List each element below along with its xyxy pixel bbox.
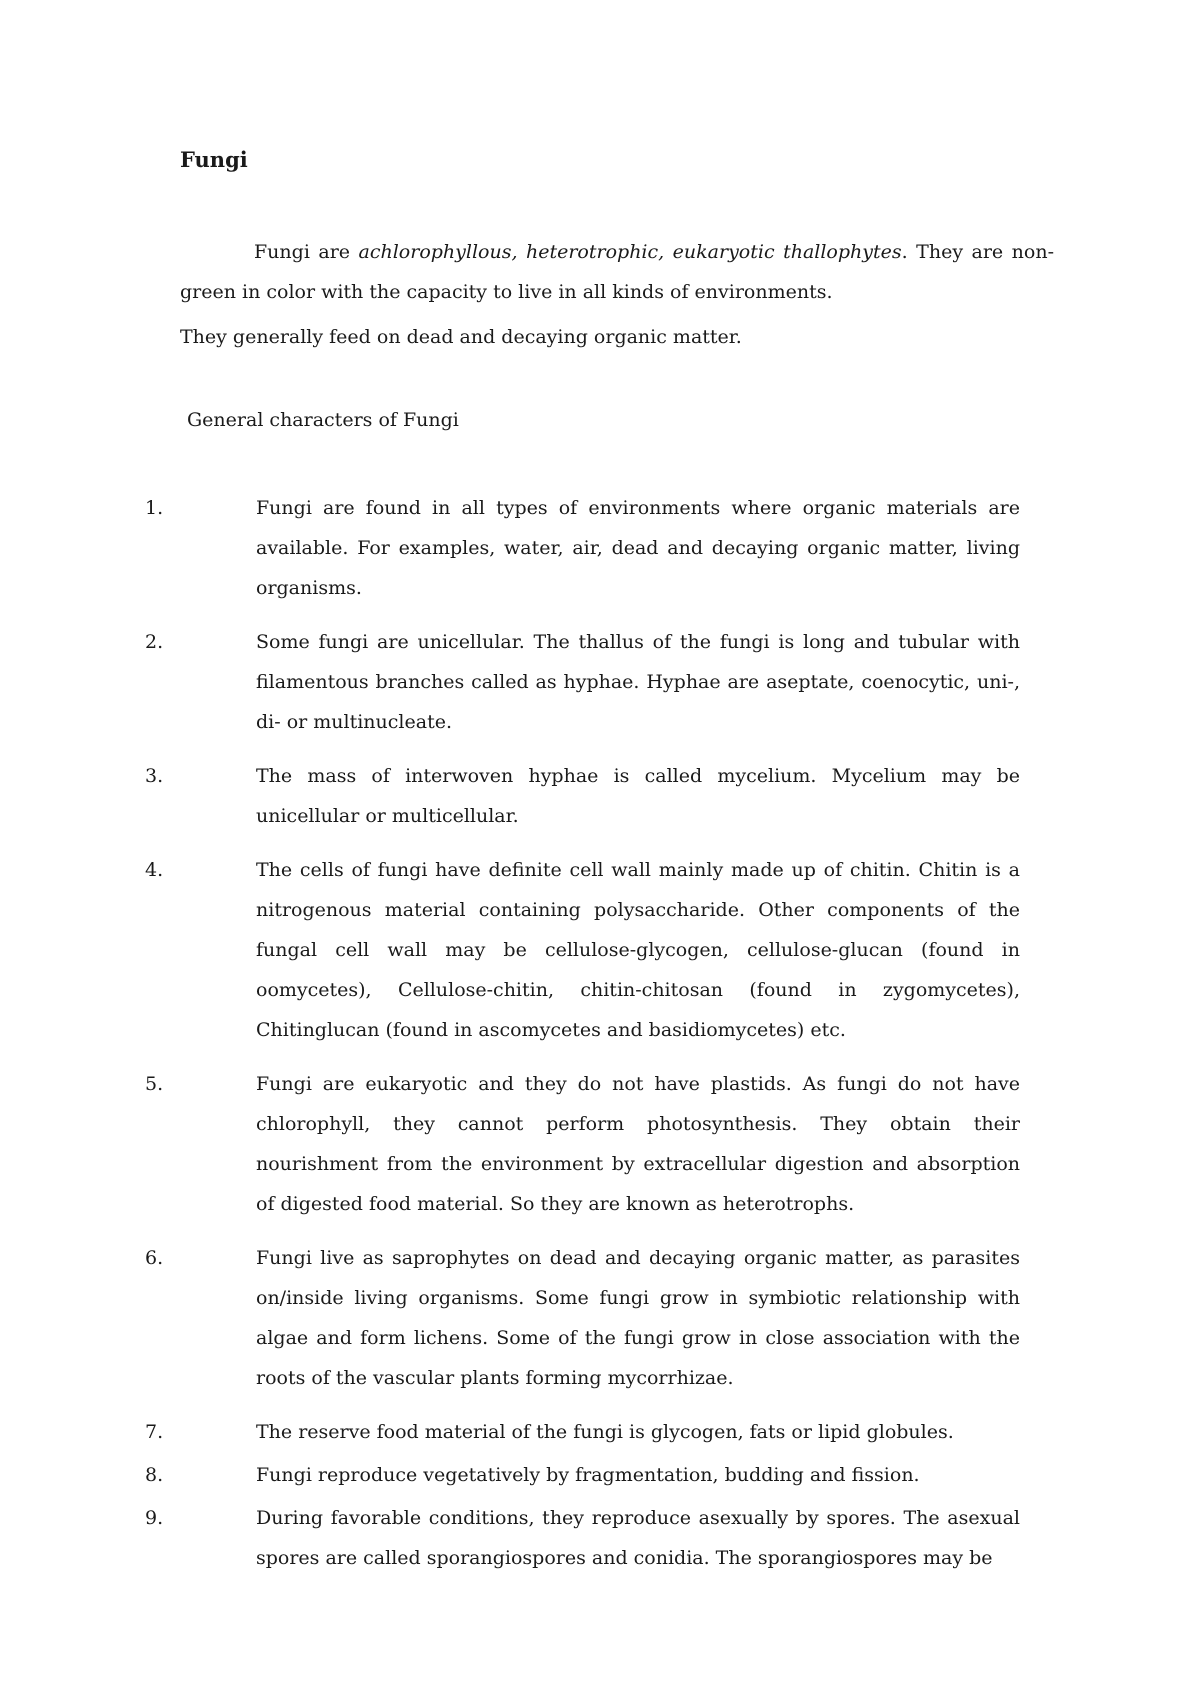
list-item-text: Fungi live as saprophytes on dead and decaying organic matter, as parasites on/inside living organisms. Some fungi grow in symbiotic relationship with algae and form lichens. Some of the fungi grow in close association with the roots of the vascular plants forming mycorrhizae. bbox=[256, 1247, 1020, 1389]
list-item-text: Fungi are eukaryotic and they do not have plastids. As fungi do not have chlorophyll, they cannot perform photosynthesis. They obtain their nourishment from the environment by extracellular digestion and absorption of digested food material. So they are known as heterotrophs. bbox=[256, 1073, 1020, 1215]
list-item bbox=[0, 1238, 1200, 1398]
intro-paragraph-2: They generally feed on dead and decaying organic matter. bbox=[180, 326, 742, 348]
list-item-number: 5. bbox=[145, 1073, 164, 1095]
list-item bbox=[0, 1455, 1200, 1495]
section-heading: General characters of Fungi bbox=[187, 409, 459, 431]
list-item bbox=[0, 1412, 1200, 1452]
intro-prefix: Fungi are bbox=[254, 241, 359, 263]
list-item bbox=[0, 1498, 1200, 1578]
list-item bbox=[0, 756, 1200, 836]
list-item-number: 6. bbox=[145, 1247, 164, 1269]
list-item bbox=[0, 622, 1200, 742]
list-item-text: The mass of interwoven hyphae is called mycelium. Mycelium may be unicellular or multicellular. bbox=[256, 765, 1020, 827]
list-item-number: 1. bbox=[145, 497, 164, 519]
list-item-text: During favorable conditions, they reproduce asexually by spores. The asexual spores are called sporangiospores and conidia. The sporangiospores may be bbox=[256, 1507, 1020, 1569]
list-item-text: Fungi are found in all types of environments where organic materials are available. For examples, water, air, dead and decaying organic matter, living organisms. bbox=[256, 497, 1020, 599]
list-item-text: The reserve food material of the fungi is glycogen, fats or lipid globules. bbox=[256, 1421, 954, 1443]
intro-suffix: . They are non-green in color with the capacity to live in all kinds of environments. bbox=[180, 241, 1054, 303]
list-item-text: Some fungi are unicellular. The thallus of the fungi is long and tubular with filamentous branches called as hyphae. Hyphae are aseptate, coenocytic, uni-, di- or multinucleate. bbox=[256, 631, 1020, 733]
list-item bbox=[0, 488, 1200, 608]
list-item-number: 8. bbox=[145, 1464, 164, 1486]
list-item-number: 7. bbox=[145, 1421, 164, 1443]
list-item-number: 4. bbox=[145, 859, 164, 881]
intro-paragraph bbox=[180, 232, 1054, 312]
intro-italic-terms: achlorophyllous, heterotrophic, eukaryotic thallophytes bbox=[358, 241, 902, 263]
list-item-number: 2. bbox=[145, 631, 164, 653]
list-item-number: 3. bbox=[145, 765, 164, 787]
list-item bbox=[0, 850, 1200, 1050]
list-item-number: 9. bbox=[145, 1507, 164, 1529]
list-item bbox=[0, 1064, 1200, 1224]
list-item-text: The cells of fungi have definite cell wall mainly made up of chitin. Chitin is a nitrogenous material containing polysaccharide. Other components of the fungal cell wall may be cellulose-glycogen, cellulose-glucan (found in oomycetes), Cellulose-chitin, chitin-chitosan (found in zygomycetes), Chitinglucan (found in ascomycetes and basidiomycetes) etc. bbox=[256, 859, 1020, 1041]
characters-list bbox=[0, 488, 1200, 1592]
list-item-text: Fungi reproduce vegetatively by fragmentation, budding and fission. bbox=[256, 1464, 920, 1486]
document-title: Fungi bbox=[180, 147, 248, 172]
